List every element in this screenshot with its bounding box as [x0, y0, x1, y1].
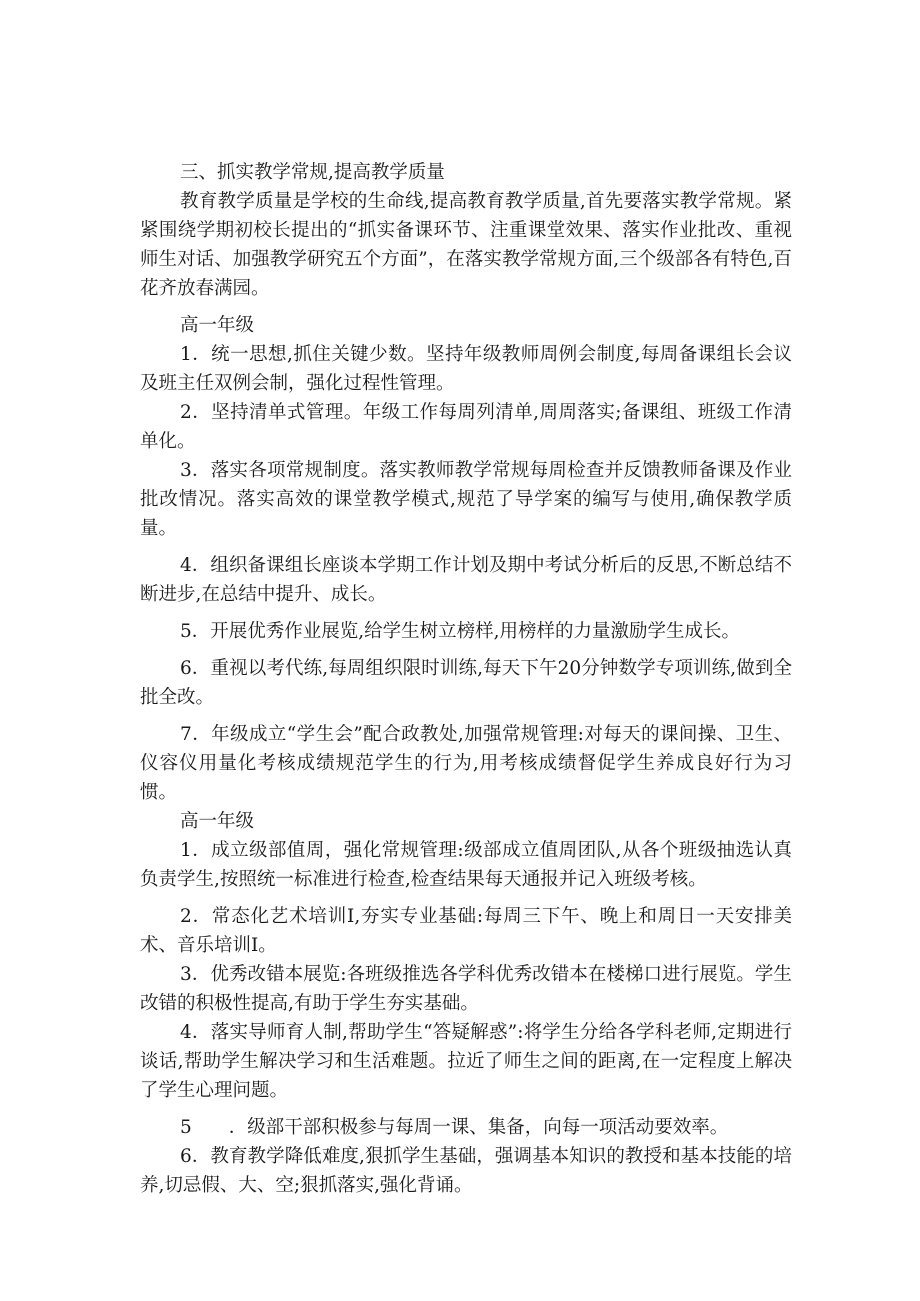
grade1-item-6: 6．重视以考代练,每周组织限时训练,每天下午20分钟数学专项训练,做到全批全改。 [140, 658, 792, 708]
section-title: 三、抓实教学常规,提高教学质量 [180, 162, 445, 183]
grade1-item-7: 7．年级成立“学生会”配合政教处,加强常规管理:对每天的课间操、卫生、仪容仪用量化考核成绩规范学生的行为,用考核成绩督促学生养成良好行为习惯。 [140, 724, 792, 803]
grade2-item-1: 1．成立级部值周，强化常规管理:级部成立值周团队,从各个班级抽选认真负责学生,按照统一标准进行检查,检查结果每天通报并记入班级考核。 [140, 840, 792, 890]
grade2-item-3: 3．优秀改错本展览:各班级推选各学科优秀改错本在楼梯口进行展览。学生改错的积极性提高,有助于学生夯实基础。 [140, 964, 792, 1014]
grade2-item-4: 4．落实导师育人制,帮助学生“答疑解惑”:将学生分给各学科老师,定期进行谈话,帮助学生解决学习和生活难题。拉近了师生之间的距离,在一定程度上解决了学生心理问题。 [140, 1022, 792, 1101]
grade1-item-2: 2．坚持清单式管理。年级工作每周列清单,周周落实;备课组、班级工作清单化。 [140, 402, 792, 452]
intro-paragraph: 教育教学质量是学校的生命线,提高教育教学质量,首先要落实教学常规。紧紧围绕学期初校长提出的“抓实备课环节、注重课堂效果、落实作业批改、重视师生对话、加强教学研究五个方面”，在落实教学常规方面,三个级部各有特色,百花齐放春满园。 [140, 191, 792, 299]
grade2-item-2: 2．常态化艺术培训I,夯实专业基础:每周三下午、晚上和周日一天安排美术、音乐培训I。 [140, 906, 792, 956]
grade1-item-4: 4．组织备课组长座谈本学期工作计划及期中考试分析后的反思,不断总结不断进步,在总结中提升、成长。 [140, 555, 792, 605]
grade2-section [140, 807, 792, 1200]
grade2-title: 高一年级 [180, 811, 255, 832]
grade2-item-5: 5 ．级部干部积极参与每周一课、集备，向每一项活动要效率。 [180, 1117, 729, 1138]
grade2-item-6: 6．教育教学降低难度,狠抓学生基础，强调基本知识的教授和基本技能的培养,切忌假、大、空;狠抓落实,强化背诵。 [140, 1146, 792, 1196]
grade1-section [140, 311, 792, 807]
document-page [140, 158, 792, 1200]
grade1-title: 高一年级 [180, 315, 255, 336]
grade1-item-1: 1．统一思想,抓住关键少数。坚持年级教师周例会制度,每周备课组长会议及班主任双例会制，强化过程性管理。 [140, 344, 792, 394]
grade1-item-3: 3．落实各项常规制度。落实教师教学常规每周检查并反馈教师备课及作业批改情况。落实高效的课堂教学模式,规范了导学案的编写与使用,确保教学质量。 [140, 460, 792, 539]
grade1-item-5: 5．开展优秀作业展览,给学生树立榜样,用榜样的力量激励学生成长。 [180, 621, 741, 642]
